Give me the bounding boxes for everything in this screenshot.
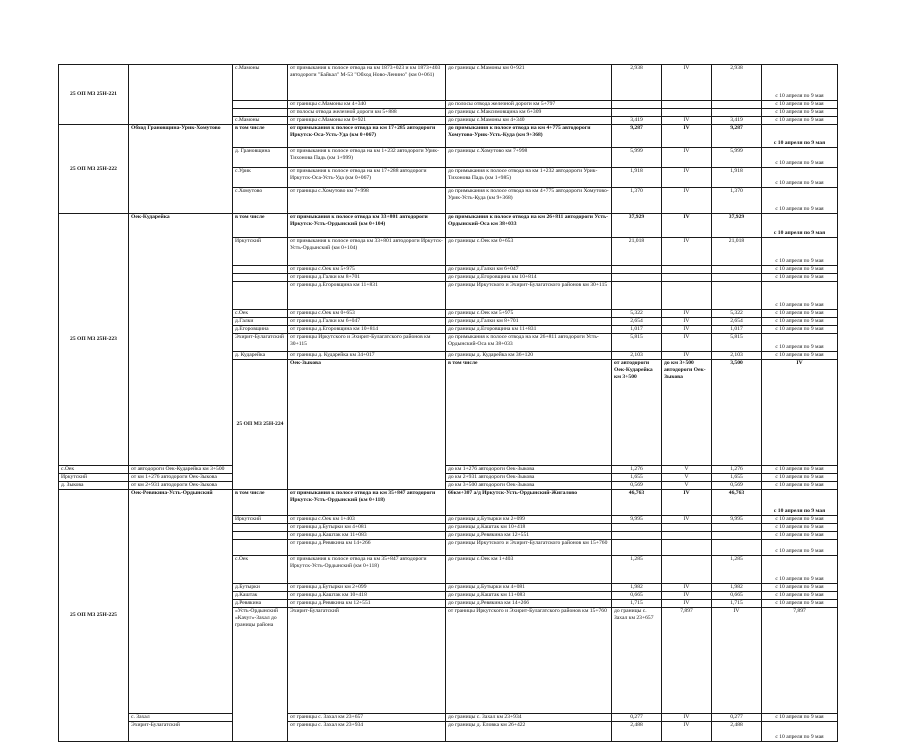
- section-cell: Эхирит-Булагатский: [129, 722, 233, 742]
- category-cell: V: [662, 466, 712, 474]
- period-cell: с 10 апреля по 9 мая: [762, 516, 838, 524]
- length-total-cell: 3,419: [712, 117, 762, 125]
- from-cell: от границы с.Хомутово км 7+998: [288, 188, 446, 214]
- category-cell: IV: [662, 188, 712, 214]
- length-cell: [612, 274, 662, 282]
- length-total-cell: 5,815: [712, 334, 762, 352]
- road-name-cell: Оек-Кударейка: [129, 214, 233, 466]
- length-cell: 1,276: [612, 466, 662, 474]
- section-cell: с.Урик: [233, 168, 288, 188]
- period-cell: с 10 апреля по 9 мая: [762, 101, 838, 109]
- period-cell: с 10 апреля по 9 мая: [762, 334, 838, 352]
- length-cell: 7,897: [662, 608, 712, 714]
- length-cell: [612, 266, 662, 274]
- length-total-cell: 1,017: [712, 326, 762, 334]
- category-cell: IV: [662, 168, 712, 188]
- section-cell: [233, 109, 288, 117]
- to-cell: до примыкания к полосе отвода на км 26+811 автодороги Усть-Ордынский-Оса км 38+033: [446, 214, 612, 238]
- from-cell: от примыкания к полосе отвода км 33+801 автодороги Иркутск-Усть-Ордынский (км 0+104): [288, 238, 446, 266]
- to-cell: до границы д.Ревякина км 14+266: [446, 600, 612, 608]
- category-cell: IV: [662, 714, 712, 722]
- category-cell: IV: [662, 334, 712, 352]
- period-cell: с 10 апреля по 9 мая: [762, 584, 838, 592]
- length-cell: 0,665: [612, 592, 662, 600]
- section-cell: с.Оек: [233, 556, 288, 584]
- length-total-cell: 2,938: [712, 65, 762, 101]
- table-row: [59, 722, 838, 742]
- category-cell: V: [662, 474, 712, 482]
- section-cell: Эхирит-Булагатский: [233, 334, 288, 352]
- period-cell: с 10 апреля по 9 мая: [762, 214, 838, 238]
- length-total-cell: 46,763: [712, 490, 762, 516]
- length-cell: 5,815: [612, 334, 662, 352]
- length-cell: 2,488: [612, 722, 662, 742]
- category-cell: IV: [662, 352, 712, 360]
- from-cell: от границы с.Оек км 1+403: [288, 516, 446, 524]
- to-cell: до границы д.Егоровщина км 11+831: [446, 326, 612, 334]
- length-total-cell: 21,018: [712, 238, 762, 266]
- category-cell: IV: [662, 600, 712, 608]
- from-cell: от границы д.Егоровщина км 10+814: [288, 326, 446, 334]
- length-total-cell: 1,715: [712, 600, 762, 608]
- category-cell: [662, 556, 712, 584]
- road-restrictions-table: [58, 64, 838, 742]
- from-cell: от границы с.Мамоны км 4+340: [288, 101, 446, 109]
- length-cell: 2,938: [612, 65, 662, 101]
- road-name-cell: Оек-Ревякина-Усть-Ордынский: [129, 490, 233, 714]
- period-cell: с 10 апреля по 9 мая: [762, 148, 838, 168]
- road-name-cell: Обход Грановщина-Урик-Хомутово: [129, 125, 233, 214]
- section-cell: [233, 540, 288, 556]
- section-cell: [233, 282, 288, 310]
- to-cell: до границы с.Максимовщина км 6+309: [446, 109, 612, 117]
- category-cell: [662, 540, 712, 556]
- to-cell: до границы с.Мамоны км 0+921: [446, 65, 612, 101]
- length-total-cell: 2,488: [712, 722, 762, 742]
- to-cell: до границы с.Оек км 5+975: [446, 310, 612, 318]
- section-cell: Иркутский: [59, 474, 129, 482]
- length-total-cell: [712, 101, 762, 109]
- to-cell: до примыкания к полосе отвода на км 26+811 автодороги Усть-Ордынский-Оса км 38+033: [446, 334, 612, 352]
- length-total-cell: 1,285: [712, 556, 762, 584]
- length-cell: 2,654: [612, 318, 662, 326]
- length-cell: 0,569: [612, 482, 662, 490]
- to-cell: до км 3+500 автодороги Оек-Зыкова: [662, 360, 712, 466]
- section-cell: [233, 274, 288, 282]
- section-cell: д. Зыкова: [59, 482, 129, 490]
- section-cell: д.Каштак: [233, 592, 288, 600]
- length-total-cell: [712, 109, 762, 117]
- period-cell: с 10 апреля по 9 мая: [762, 466, 838, 474]
- period-cell: с 10 апреля по 9 мая: [762, 125, 838, 148]
- category-cell: [662, 532, 712, 540]
- category-cell: IV: [662, 65, 712, 101]
- to-cell: до примыкания к полосе отвода на км 1+232 автодороги Урик-Тихонова Падь (км 1+985): [446, 168, 612, 188]
- section-cell: в том числе: [233, 125, 288, 148]
- period-cell: с 10 апреля по 9 мая: [762, 592, 838, 600]
- road-code-cell: 25 ОП МЗ 25Н-224: [233, 360, 288, 490]
- length-cell: 3,419: [612, 117, 662, 125]
- length-cell: 9,287: [612, 125, 662, 148]
- road-code-cell: 25 ОП МЗ 25Н-221: [59, 65, 129, 125]
- period-cell: с 10 апреля по 9 мая: [762, 474, 838, 482]
- category-cell: IV: [662, 214, 712, 238]
- from-cell: от границы с. Захал км 23+657: [288, 714, 446, 722]
- section-cell: д.Галки: [233, 318, 288, 326]
- length-cell: 9,995: [612, 516, 662, 524]
- to-cell: до границы д. Кударейка км 36+120: [446, 352, 612, 360]
- section-cell: Иркутский: [233, 238, 288, 266]
- section-cell: с.Оек: [233, 310, 288, 318]
- section-cell: д.Егоровщина: [233, 326, 288, 334]
- from-cell: от автодороги Оек-Кударейка км 3+500: [612, 360, 662, 466]
- from-cell: от границы с. Захал км 23+934: [288, 722, 446, 742]
- category-cell: IV: [662, 722, 712, 742]
- length-cell: [612, 101, 662, 109]
- period-cell: с 10 апреля по 9 мая: [762, 274, 838, 282]
- from-cell: от примыкания к полосе отвода на км 35+847 автодороги Иркутск-Усть-Ордынский (км 0+118): [288, 556, 446, 584]
- length-total-cell: 1,370: [712, 188, 762, 214]
- category-cell: IV: [662, 592, 712, 600]
- category-cell: IV: [662, 238, 712, 266]
- to-cell: до границы д.Каштак км 10+418: [446, 524, 612, 532]
- road-code-cell: 25 ОП МЗ 25Н-225: [59, 490, 129, 742]
- to-cell: до км 2+931 автодороги Оек-Зыкова: [446, 474, 612, 482]
- category-cell: IV: [762, 360, 838, 466]
- length-total-cell: [712, 282, 762, 310]
- from-cell: от км 2+931 автодороги Оек-Зыкова: [129, 482, 233, 490]
- length-cell: [612, 532, 662, 540]
- to-cell: до границы д.Каштак км 11+083: [446, 592, 612, 600]
- from-cell: от примыкания к полосе отвода на км 17+288 автодороги Иркутск-Оса-Усть-Уда (км 0+067): [288, 168, 446, 188]
- length-total-cell: 7,897: [762, 608, 838, 714]
- from-cell: от км 1+276 автодороги Оек-Зыкова: [129, 474, 233, 482]
- period-cell: с 10 апреля по 9 мая: [762, 65, 838, 101]
- to-cell: до км 3+500 автодороги Оек-Зыкова: [446, 482, 612, 490]
- period-cell: с 10 апреля по 9 мая: [762, 352, 838, 360]
- section-cell: в том числе: [446, 360, 612, 466]
- length-total-cell: 5,322: [712, 310, 762, 318]
- category-cell: [662, 274, 712, 282]
- to-cell: до границы д.Бутырки км 2+099: [446, 516, 612, 524]
- to-cell: до границы Иркутского и Эхирит-Булагатского районов км 15+760: [446, 540, 612, 556]
- to-cell: до примыкания к полосе отвода на км 4+775 автодороги Хомутово-Урик-Усть-Куда (км 9+368): [446, 125, 612, 148]
- period-cell: с 10 апреля по 9 мая: [762, 168, 838, 188]
- to-cell: до границы с.Мамоны км 4+340: [446, 117, 612, 125]
- length-total-cell: 9,287: [712, 125, 762, 148]
- from-cell: от автодороги Оек-Кударейка км 3+500: [129, 466, 233, 474]
- period-cell: с 10 апреля по 9 мая: [762, 490, 838, 516]
- from-cell: от границы д.Галки км 8+701: [288, 274, 446, 282]
- road-name-cell: Оек-Зыкова: [288, 360, 446, 490]
- category-cell: IV: [662, 326, 712, 334]
- length-total-cell: [712, 524, 762, 532]
- length-total-cell: 0,665: [712, 592, 762, 600]
- length-cell: 46,763: [612, 490, 662, 516]
- length-total-cell: 5,999: [712, 148, 762, 168]
- from-cell: от границы с.Мамоны км 0+921: [288, 117, 446, 125]
- from-cell: от границы Иркутского и Эхирит-Булагатского районов км 15+760: [446, 608, 612, 714]
- length-total-cell: 1,982: [712, 584, 762, 592]
- table-row: [59, 466, 838, 474]
- category-cell: [662, 282, 712, 310]
- period-cell: с 10 апреля по 9 мая: [762, 117, 838, 125]
- to-cell: до границы с.Оек км 1+403: [446, 556, 612, 584]
- to-cell: до границы с.Оек км 0+653: [446, 238, 612, 266]
- section-cell: д.Бутырки: [233, 584, 288, 592]
- section-cell: с.Оек: [59, 466, 129, 474]
- section-cell: д. Грановщина: [233, 148, 288, 168]
- length-total-cell: [712, 540, 762, 556]
- section-cell: с.Мамоны: [233, 117, 288, 125]
- category-cell: IV: [662, 318, 712, 326]
- length-cell: 3,500: [712, 360, 762, 466]
- table-row: [59, 65, 838, 101]
- period-cell: с 10 апреля по 9 мая: [762, 188, 838, 214]
- length-total-cell: 2,654: [712, 318, 762, 326]
- section-cell: с.Хомутово: [233, 188, 288, 214]
- length-total-cell: 1,918: [712, 168, 762, 188]
- from-cell: от границы д.Галки км 6+047: [288, 318, 446, 326]
- from-cell: от примыкания к полосе отвода км 33+801 автодороги Иркутск-Усть-Ордынский (км 0+104): [288, 214, 446, 238]
- from-cell: от границы д.Егоровщина км 11+831: [288, 282, 446, 310]
- period-cell: с 10 апреля по 9 мая: [762, 282, 838, 310]
- section-cell: [233, 266, 288, 274]
- from-cell: от границы д.Ревякина км 12+551: [288, 600, 446, 608]
- section-cell: с.Мамоны: [233, 65, 288, 101]
- section-cell: [233, 532, 288, 540]
- period-cell: с 10 апреля по 9 мая: [762, 714, 838, 722]
- category-cell: IV: [662, 148, 712, 168]
- length-total-cell: [712, 532, 762, 540]
- from-cell: от границы д.Бутырки км 4+081: [288, 524, 446, 532]
- to-cell: до границы д.Егоровщина км 10+814: [446, 274, 612, 282]
- category-cell: [662, 524, 712, 532]
- table-row: [59, 482, 838, 490]
- length-cell: 1,715: [612, 600, 662, 608]
- to-cell: до границы д.Ревякина км 12+551: [446, 532, 612, 540]
- length-cell: 5,999: [612, 148, 662, 168]
- to-cell: до границы д.Бутырки км 4+081: [446, 584, 612, 592]
- from-cell: от примыкания к полосе отвода на км 1+232 автодороги Урик-Тихонова Падь (км 1+999): [288, 148, 446, 168]
- table-row: [59, 474, 838, 482]
- length-cell: 0,277: [612, 714, 662, 722]
- length-cell: [612, 109, 662, 117]
- road-name-cell: «Усть-Ордынский «Качуг»-Захал до границы района: [233, 608, 288, 742]
- to-cell: до км 1+276 автодороги Оек-Зыкова: [446, 466, 612, 474]
- period-cell: с 10 апреля по 9 мая: [762, 540, 838, 556]
- from-cell: от границы Иркутского и Эхирит-Булагатского районов км 30+115: [288, 334, 446, 352]
- period-cell: с 10 апреля по 9 мая: [762, 310, 838, 318]
- from-cell: от примыкания к полосе отвода на км 17+285 автодороги Иркутск-Оса-Усть-Уда (км 0+067): [288, 125, 446, 148]
- category-cell: IV: [662, 310, 712, 318]
- length-total-cell: 1,276: [712, 466, 762, 474]
- table-row: [59, 125, 838, 148]
- category-cell: IV: [662, 584, 712, 592]
- from-cell: от границы д.Бутырки км 2+099: [288, 584, 446, 592]
- from-cell: от границы д.Каштак км 11+083: [288, 532, 446, 540]
- table-row: [59, 214, 838, 238]
- to-cell: до полосы отвода железной дороги км 5+797: [446, 101, 612, 109]
- period-cell: с 10 апреля по 9 мая: [762, 532, 838, 540]
- section-cell: с. Захал: [129, 714, 233, 722]
- length-total-cell: 0,569: [712, 482, 762, 490]
- table-row: [59, 490, 838, 516]
- from-cell: от примыкания к полосе отвода на км 1873+023 и км 1873+403 автодороги "Байкал" М-53 "Обход Ново-Ленино" (км 0+061): [288, 65, 446, 101]
- length-cell: 2,103: [612, 352, 662, 360]
- length-cell: [612, 524, 662, 532]
- length-total-cell: 1,655: [712, 474, 762, 482]
- section-cell: [233, 101, 288, 109]
- section-cell: в том числе: [233, 490, 288, 516]
- length-total-cell: 37,929: [712, 214, 762, 238]
- from-cell: от границы с.Оек км 0+653: [288, 310, 446, 318]
- length-cell: 21,018: [612, 238, 662, 266]
- to-cell: до границы д. Еловка км 26+422: [446, 722, 612, 742]
- period-cell: с 10 апреля по 9 мая: [762, 524, 838, 532]
- from-cell: от границы д. Кударейка км 34+017: [288, 352, 446, 360]
- period-cell: с 10 апреля по 9 мая: [762, 266, 838, 274]
- period-cell: с 10 апреля по 9 мая: [762, 556, 838, 584]
- period-cell: с 10 апреля по 9 мая: [762, 318, 838, 326]
- period-cell: с 10 апреля по 9 мая: [762, 482, 838, 490]
- length-cell: 1,655: [612, 474, 662, 482]
- period-cell: с 10 апреля по 9 мая: [762, 326, 838, 334]
- to-cell: до границы Иркутского и Эхирит-Булагатского районов км 30+115: [446, 282, 612, 310]
- road-code-cell: 25 ОП МЗ 25Н-222: [59, 125, 129, 214]
- to-cell: до границы с.Хомутово км 7+998: [446, 148, 612, 168]
- period-cell: с 10 апреля по 9 мая: [762, 600, 838, 608]
- category-cell: [662, 109, 712, 117]
- length-cell: 37,929: [612, 214, 662, 238]
- length-total-cell: [712, 266, 762, 274]
- road-code-cell: 25 ОП МЗ 25Н-223: [59, 214, 129, 466]
- category-cell: V: [662, 482, 712, 490]
- to-cell: до границы д.Галки км 8+701: [446, 318, 612, 326]
- period-cell: с 10 апреля по 9 мая: [762, 109, 838, 117]
- period-cell: с 10 апреля по 9 мая: [762, 722, 838, 742]
- from-cell: от границы д.Ревякина км 14+266: [288, 540, 446, 556]
- table-row: [59, 714, 838, 722]
- from-cell: от границы д.Каштак км 10+418: [288, 592, 446, 600]
- length-cell: 5,322: [612, 310, 662, 318]
- length-total-cell: 0,277: [712, 714, 762, 722]
- length-total-cell: 9,995: [712, 516, 762, 524]
- category-cell: IV: [662, 516, 712, 524]
- length-cell: 1,982: [612, 584, 662, 592]
- section-cell: в том числе: [233, 214, 288, 238]
- from-cell: от границы с.Оек км 5+975: [288, 266, 446, 274]
- category-cell: IV: [712, 608, 762, 714]
- length-total-cell: 2,103: [712, 352, 762, 360]
- to-cell: до границы с. Захал км 23+657: [612, 608, 662, 714]
- section-cell: Эхирит-Булагатский: [288, 608, 446, 714]
- length-cell: 1,017: [612, 326, 662, 334]
- to-cell: до примыкания к полосе отвода на км 4+775 автодороги Хомутово-Урик-Усть-Куда (км 9+368): [446, 188, 612, 214]
- length-cell: [612, 540, 662, 556]
- length-cell: 1,918: [612, 168, 662, 188]
- category-cell: IV: [662, 117, 712, 125]
- length-cell: 1,370: [612, 188, 662, 214]
- to-cell: до границы д.Галки км 6+047: [446, 266, 612, 274]
- from-cell: от примыкания к полосе отвода на км 35+847 автодороги Иркутск-Усть-Ордынский (км 0+118): [288, 490, 446, 516]
- length-cell: 1,285: [612, 556, 662, 584]
- to-cell: 66км+307 а/д Иркутск-Усть-Ордынский-Жигалово: [446, 490, 612, 516]
- section-cell: д. Кударейка: [233, 352, 288, 360]
- category-cell: [662, 266, 712, 274]
- to-cell: до границы с. Захал км 23+934: [446, 714, 612, 722]
- category-cell: IV: [662, 490, 712, 516]
- category-cell: [662, 101, 712, 109]
- period-cell: с 10 апреля по 9 мая: [762, 238, 838, 266]
- road-name-cell: [129, 65, 233, 125]
- section-cell: Иркутский: [233, 516, 288, 524]
- length-total-cell: [712, 274, 762, 282]
- section-cell: д.Ревякина: [233, 600, 288, 608]
- length-cell: [612, 282, 662, 310]
- from-cell: от полосы отвода железной дороги км 5+888: [288, 109, 446, 117]
- section-cell: [233, 524, 288, 532]
- category-cell: IV: [662, 125, 712, 148]
